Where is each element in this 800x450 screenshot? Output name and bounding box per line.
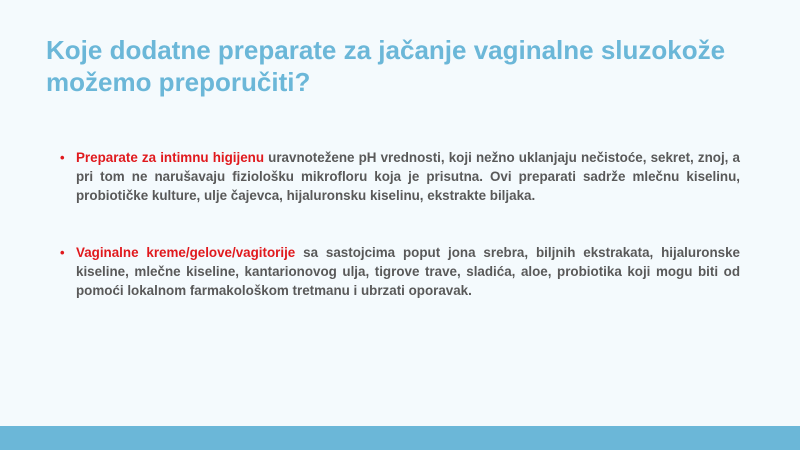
bullet-list xyxy=(60,148,740,300)
bullet-highlight: Vaginalne kreme/gelove/vagitorije xyxy=(76,245,296,260)
bullet-item-creams xyxy=(60,243,740,300)
bullet-item-hygiene xyxy=(60,148,740,205)
footer-bar xyxy=(0,426,800,450)
bullet-text: uravnotežene pH vrednosti, koji nežno uklanjaju nečistoće, sekret, znoj, a pri tom ne narušavaju fiziološku mikrofloru koja je prisutna. Ovi preparati sadrže mlečnu kiselinu, probiotičke kulture, ulje čajevca, hijaluronsku kiselinu, ekstrakte biljaka. xyxy=(76,150,740,203)
bullet-dot-icon: • xyxy=(60,150,65,165)
slide-title: Koje dodatne preparate za jačanje vaginalne sluzokože možemo preporučiti? xyxy=(46,35,726,97)
bullet-text: sa sastojcima poput jona srebra, biljnih ekstrakata, hijaluronske kiseline, mlečne kiseline, kantarionovog ulja, tigrove trave, sladića, aloe, probiotika koji mogu biti od pomoći lokalnom farmakološkom tretmanu i ubrzati oporavak. xyxy=(76,245,740,298)
bullet-highlight: Preparate za intimnu higijenu xyxy=(76,150,265,165)
bullet-dot-icon: • xyxy=(60,245,65,260)
